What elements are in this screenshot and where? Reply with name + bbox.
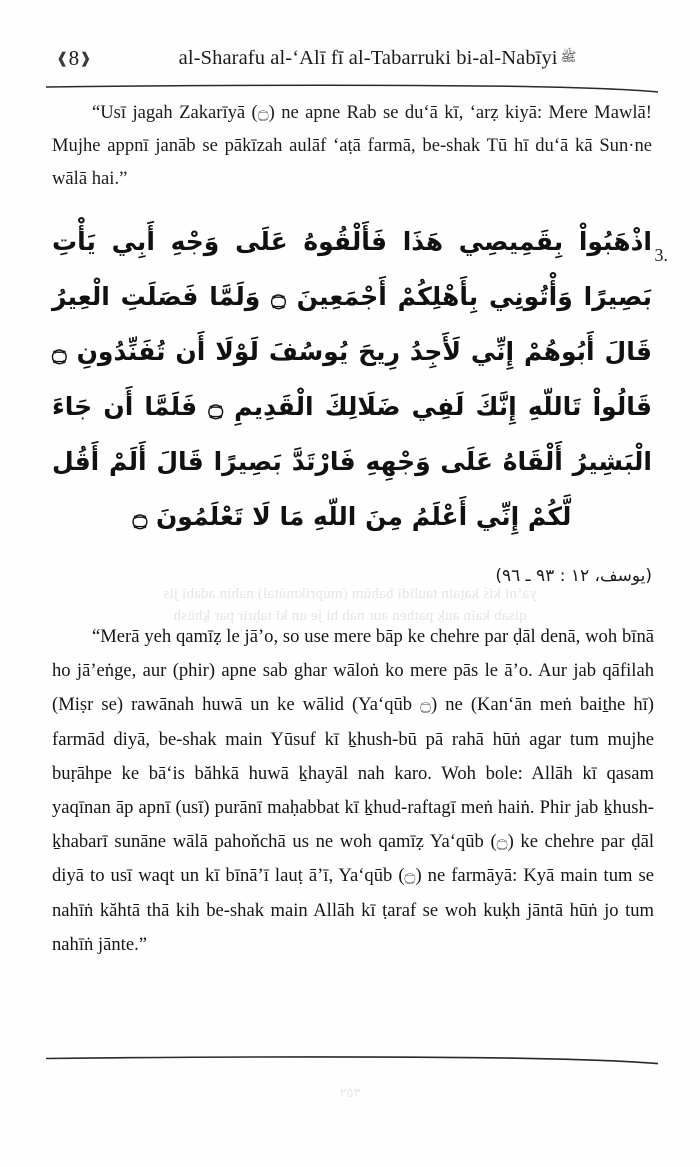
translation-paragraph bbox=[52, 620, 654, 962]
translation-text: “Merā yeh qamīẓ le jā’o, so use mere bāp ke chehre par ḍāl denā, woh bīnā ho jā’eṅge, aur (phir) apne sab ghar wāloṅ ko mere pās le ā’o. Aur jab qāfilah (Miṣr se) rawānah huwā un ke wālid (Ya‘qūb ۝) ne (Kan‘ān meṅ baiṯhe hī) farmād diyā, be-shak main Yūsuf kī ḵhush-bū pā rahā hūṅ agar tum mujhe buṛāhpe ke bā‘is băhkā huwā ḵhayāl nah karo. Woh bole: Allāh kī qasam yaqīnan āp apnī (usī) purānī maḥabbat kī ḵhud-raftagī meṅ haiṅ. Phir jab ḵhush-ḵhabarī sunāne wālā pahoňchā us ne woh qamīẓ Ya‘qūb (۝) ke chehre par ḍāl diyā to usī waqt un kī bīnā’ī lauṭ ā’ī, Ya‘qūb (۝) ne farmāyā: Kyā main tum se nahīṅ kăhtā thā kih be-shak main Allāh kī ṭaraf se woh kuḳh jāntā hūṅ jo tum nahīṅ jānte.” bbox=[52, 626, 654, 955]
paper-bleed-line-b: qisab kaīn auḵ paṭhen aur nah hi je un kī taḥrīr par ḵhūsh bbox=[173, 608, 527, 624]
quote-intro-text: “Usī jagah Zakarīyā (۝) ne apne Rab se du‘ā kī, ‘arẓ kiyā: Mere Mawlā! Mujhe appnī janāb se pākīzah aulāf ‘aṭā farmā, be-shak Tū hī du‘ā kā Sun·ne wālā hai.” bbox=[52, 102, 652, 189]
folio-ornament-left: ❰ bbox=[56, 51, 69, 67]
ayah-line-4: فَلَمَّا أَن جَاءَ الْبَشِيرُ أَلْقَاهُ عَلَى وَجْهِهِ فَارْتَدَّ بَصِيرًا قَالَ أَلَمْ أَقُل لَّكُمْ إِنِّي أَعْلَمُ مِنَ اللّهِ مَا لَا تَعْلَمُونَ ۝ bbox=[52, 392, 652, 531]
folio-ornament-right: ❱ bbox=[79, 51, 92, 67]
ayah-line-2: وَلَمَّا فَصَلَتِ الْعِيرُ قَالَ أَبُوهُمْ إِنِّي لَأَجِدُ رِيحَ يُوسُفَ لَوْلَا أَن تُفَنِّدُونِ ۝ bbox=[52, 282, 652, 366]
running-head bbox=[52, 46, 658, 80]
ayah-block bbox=[52, 214, 668, 544]
header-rule bbox=[46, 84, 658, 94]
ayah-line-1: اذْهَبُواْ بِقَمِيصِي هَذَا فَأَلْقُوهُ عَلَى وَجْهِ أَبِي يَأْتِ بَصِيرًا وَأْتُونِي بِأَهْلِكُمْ أَجْمَعِينَ ۝ bbox=[52, 227, 652, 311]
folio-number: 8 bbox=[68, 46, 80, 70]
ayah-line-3: قَالُواْ تَاللّهِ إِنَّكَ لَفِي ضَلَالِكَ الْقَدِيمِ ۝ bbox=[208, 392, 652, 421]
ayah-item-number: 3. bbox=[654, 245, 668, 265]
sallallahu-alayhi-wasallam-icon: ﷺ bbox=[560, 50, 577, 65]
running-title-text: al-Sharafu al-‘Alī fī al-Tabarruki bi-al-Nabīyi bbox=[178, 47, 558, 69]
footer-rule bbox=[46, 1056, 658, 1066]
ayah-reference: (يوسف، ١٢ : ٩٣ ـ ٩٦) bbox=[495, 566, 652, 586]
paper-bleed-line-a: ya‘nī kiś kaṯaīn taulīdī baḥūm (muprikmūtal) nahin adabī jis bbox=[163, 586, 537, 602]
quote-intro-paragraph bbox=[52, 96, 652, 195]
footer-ornament: ٢٥٣ bbox=[339, 1086, 361, 1101]
running-title bbox=[52, 47, 658, 71]
